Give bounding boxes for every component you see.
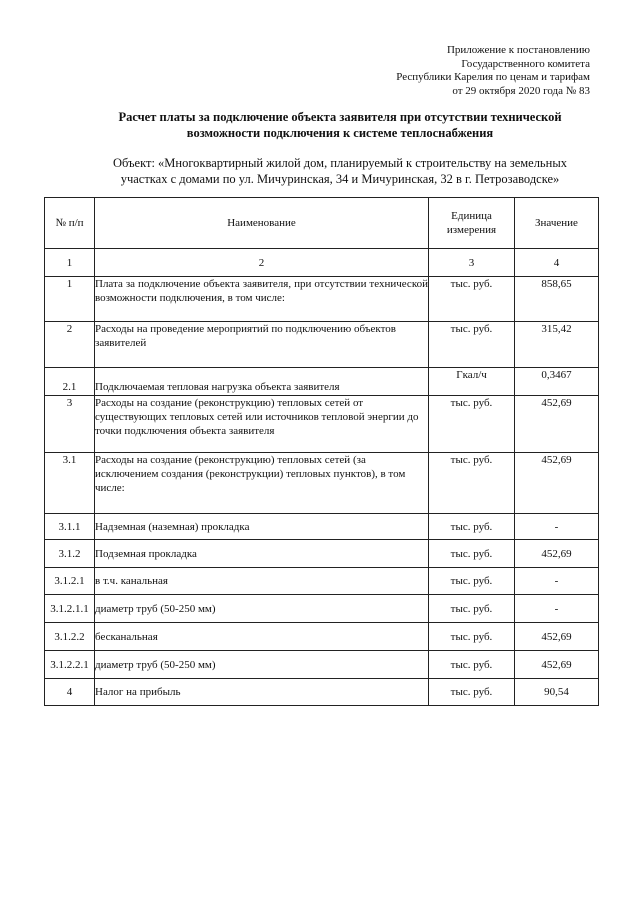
row-num: 2.1: [45, 368, 95, 396]
row-value: 452,69: [515, 540, 599, 568]
column-number: 3: [429, 249, 515, 277]
row-value: 452,69: [515, 623, 599, 651]
table-row: [45, 568, 599, 595]
row-name: Расходы на проведение мероприятий по подключению объектов заявителей: [95, 322, 429, 368]
row-name: Расходы на создание (реконструкцию) тепловых сетей (за исключением создания (реконструкции) тепловых пунктов), в том числе:: [95, 453, 429, 514]
table-row: [45, 651, 599, 679]
table-row: [45, 322, 599, 368]
row-unit: тыс. руб.: [429, 277, 515, 322]
row-num: 3: [45, 396, 95, 453]
row-num: 3.1.2: [45, 540, 95, 568]
table-row: [45, 453, 599, 514]
row-name: Расходы на создание (реконструкцию) тепловых сетей от существующих тепловых сетей или источников тепловой энергии до точки подключения объекта заявителя: [95, 396, 429, 453]
title-line: Расчет платы за подключение объекта заявителя при отсутствии технической: [118, 110, 562, 124]
row-name: диаметр труб (50-250 мм): [95, 595, 429, 623]
row-unit: тыс. руб.: [429, 514, 515, 540]
row-name: диаметр труб (50-250 мм): [95, 651, 429, 679]
header-unit: [429, 198, 515, 249]
header-unit-line2: измерения: [446, 224, 497, 236]
column-number-row: [45, 249, 599, 277]
document-title: [60, 109, 620, 141]
table-row: [45, 514, 599, 540]
row-num: 4: [45, 679, 95, 706]
row-value: 315,42: [515, 322, 599, 368]
table-row: [45, 277, 599, 322]
row-num: 3.1: [45, 453, 95, 514]
row-value: -: [515, 595, 599, 623]
appendix-line: Государственного комитета: [461, 57, 590, 70]
row-num: 3.1.2.1: [45, 568, 95, 595]
row-unit: тыс. руб.: [429, 651, 515, 679]
table-row: [45, 368, 599, 396]
row-unit: тыс. руб.: [429, 595, 515, 623]
row-value: 452,69: [515, 651, 599, 679]
row-unit: Гкал/ч: [429, 368, 515, 396]
row-value: -: [515, 568, 599, 595]
header-num: № п/п: [45, 198, 95, 249]
table-row: [45, 540, 599, 568]
object-line: участках с домами по ул. Мичуринская, 34 и Мичуринская, 32 в г. Петрозаводске»: [120, 172, 560, 186]
table-row: [45, 595, 599, 623]
row-name: в т.ч. канальная: [95, 568, 429, 595]
row-unit: тыс. руб.: [429, 453, 515, 514]
row-value: 90,54: [515, 679, 599, 706]
header-name: Наименование: [95, 198, 429, 249]
row-num: 3.1.2.2.1: [45, 651, 95, 679]
appendix-line: Приложение к постановлению: [446, 44, 590, 56]
table-row: [45, 396, 599, 453]
table-row: [45, 679, 599, 706]
row-value: -: [515, 514, 599, 540]
header-unit-line1: Единица: [451, 210, 492, 222]
row-unit: тыс. руб.: [429, 679, 515, 706]
row-unit: тыс. руб.: [429, 396, 515, 453]
row-unit: тыс. руб.: [429, 540, 515, 568]
row-num: 3.1.2.2: [45, 623, 95, 651]
row-unit: тыс. руб.: [429, 623, 515, 651]
object-description: [60, 155, 620, 187]
row-value: 858,65: [515, 277, 599, 322]
row-num: 1: [45, 277, 95, 322]
appendix-line: Республики Карелия по ценам и тарифам: [396, 71, 590, 83]
row-num: 3.1.2.1.1: [45, 595, 95, 623]
row-value: 0,3467: [515, 368, 599, 396]
row-name: Плата за подключение объекта заявителя, при отсутствии технической возможности подключения, в том числе:: [95, 277, 429, 322]
row-value: 452,69: [515, 453, 599, 514]
row-name: бесканальная: [95, 623, 429, 651]
appendix-block: [260, 44, 590, 98]
row-value: 452,69: [515, 396, 599, 453]
column-number: 2: [95, 249, 429, 277]
row-num: 3.1.1: [45, 514, 95, 540]
row-num: 2: [45, 322, 95, 368]
header-value: Значение: [515, 198, 599, 249]
appendix-line: от 29 октября 2020 года № 83: [452, 84, 590, 97]
row-unit: тыс. руб.: [429, 322, 515, 368]
row-name: Налог на прибыль: [95, 679, 429, 706]
column-number: 4: [515, 249, 599, 277]
row-unit: тыс. руб.: [429, 568, 515, 595]
calculation-table: [44, 197, 599, 706]
row-name: Подключаемая тепловая нагрузка объекта заявителя: [95, 368, 429, 396]
row-name: Надземная (наземная) прокладка: [95, 514, 429, 540]
title-line: возможности подключения к системе теплоснабжения: [186, 126, 494, 140]
object-line: Объект: «Многоквартирный жилой дом, планируемый к строительству на земельных: [113, 156, 567, 170]
table-header-row: [45, 198, 599, 249]
column-number: 1: [45, 249, 95, 277]
row-name: Подземная прокладка: [95, 540, 429, 568]
table-row: [45, 623, 599, 651]
